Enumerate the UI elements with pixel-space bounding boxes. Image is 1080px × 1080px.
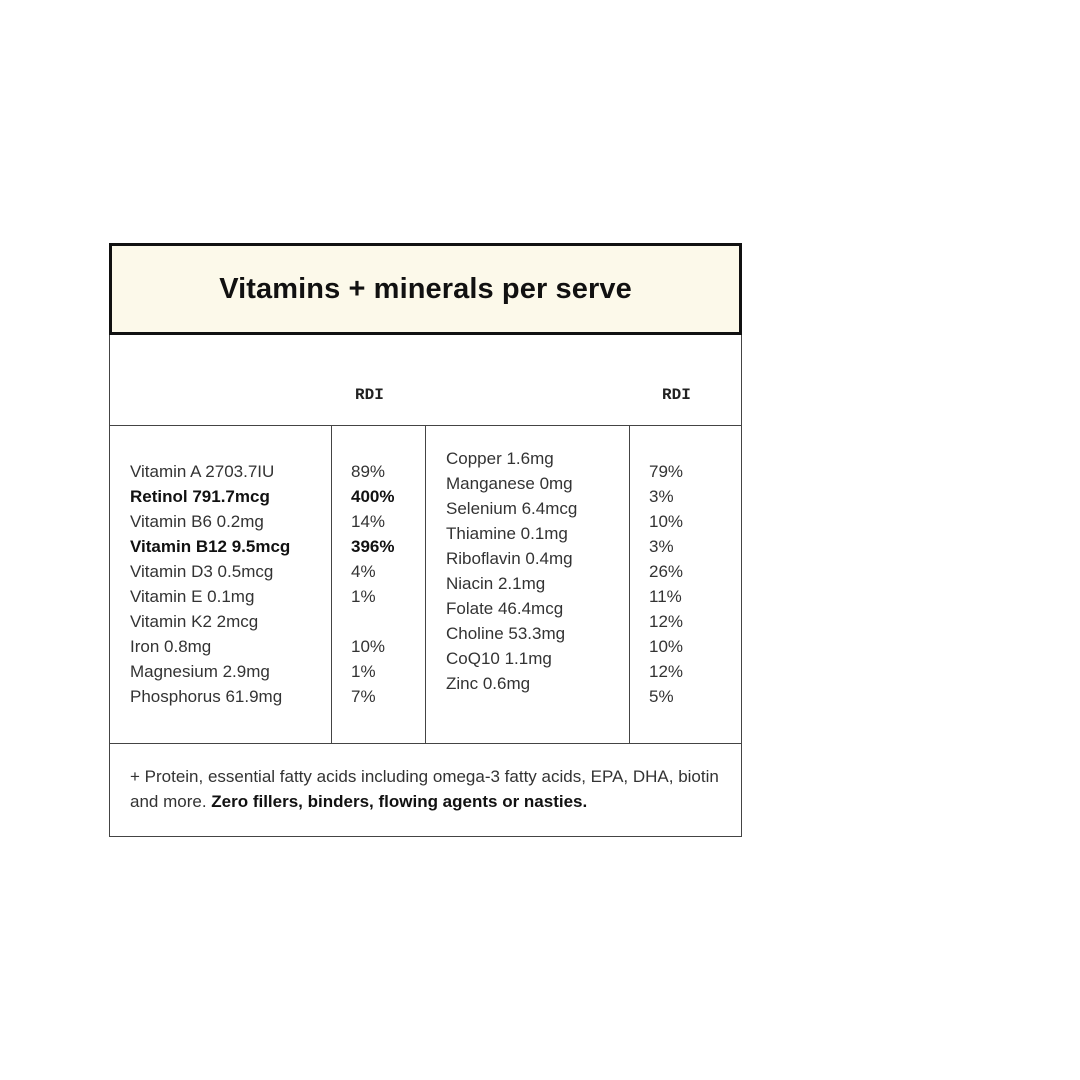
panel-title: Vitamins + minerals per serve xyxy=(219,272,632,305)
rdi-value: 400% xyxy=(351,487,395,506)
title-box xyxy=(109,243,742,335)
nutrient-item: Manganese 0mg xyxy=(446,474,573,493)
nutrition-table xyxy=(109,335,742,837)
table-header-row xyxy=(110,335,741,426)
rdi-value: 79% xyxy=(649,462,684,481)
nutrient-item: Vitamin D3 0.5mcg xyxy=(130,562,274,581)
nutrient-item: Copper 1.6mg xyxy=(446,449,554,468)
nutrient-item: Phosphorus 61.9mg xyxy=(130,687,283,706)
rdi-value: 89% xyxy=(351,462,386,481)
nutrient-item: Retinol 791.7mcg xyxy=(130,487,270,506)
nutrient-item: Thiamine 0.1mg xyxy=(446,524,568,543)
nutrient-item: Vitamin E 0.1mg xyxy=(130,587,255,606)
rdi-value: 1% xyxy=(351,662,376,681)
nutrient-item: Iron 0.8mg xyxy=(130,637,212,656)
rdi-value: 26% xyxy=(649,562,684,581)
left-rdi-list xyxy=(351,459,394,709)
nutrient-item: Folate 46.4mcg xyxy=(446,599,564,618)
right-rdi-list xyxy=(649,459,683,709)
rdi-value: 10% xyxy=(649,512,684,531)
nutrient-grid xyxy=(110,426,741,744)
rdi-value xyxy=(351,609,394,634)
nutrient-item: Vitamin K2 2mcg xyxy=(130,612,259,631)
nutrient-item: Selenium 6.4mcg xyxy=(446,499,578,518)
nutrient-item: Niacin 2.1mg xyxy=(446,574,546,593)
right-nutrient-list xyxy=(446,446,577,696)
nutrient-item: Magnesium 2.9mg xyxy=(130,662,270,681)
rdi-value: 396% xyxy=(351,537,395,556)
rdi-value: 5% xyxy=(649,687,674,706)
column-divider xyxy=(331,426,332,743)
nutrient-item: Vitamin B6 0.2mg xyxy=(130,512,264,531)
column-divider xyxy=(425,426,426,743)
nutrition-panel xyxy=(109,243,742,837)
rdi-value: 7% xyxy=(351,687,376,706)
nutrient-item: Vitamin B12 9.5mcg xyxy=(130,537,291,556)
footnote xyxy=(110,744,741,836)
rdi-value: 11% xyxy=(649,587,682,606)
column-divider xyxy=(629,426,630,743)
nutrient-item: Riboflavin 0.4mg xyxy=(446,549,573,568)
footnote-text: + Protein, essential fatty acids including omega-3 fatty acids, EPA, DHA, biotin and more. xyxy=(130,767,719,811)
rdi-value: 14% xyxy=(351,512,386,531)
nutrient-item: CoQ10 1.1mg xyxy=(446,649,552,668)
nutrient-item: Zinc 0.6mg xyxy=(446,674,531,693)
nutrient-item: Vitamin A 2703.7IU xyxy=(130,462,275,481)
rdi-value: 12% xyxy=(649,662,684,681)
left-nutrient-list xyxy=(130,459,290,709)
rdi-value: 10% xyxy=(649,637,684,656)
rdi-value: 1% xyxy=(351,587,376,606)
rdi-value: 3% xyxy=(649,537,674,556)
rdi-header-left: RDI xyxy=(355,386,384,404)
rdi-value: 10% xyxy=(351,637,386,656)
rdi-value: 12% xyxy=(649,612,684,631)
rdi-value: 3% xyxy=(649,487,674,506)
rdi-header-right: RDI xyxy=(662,386,691,404)
nutrient-item: Choline 53.3mg xyxy=(446,624,566,643)
footnote-emphasis: Zero fillers, binders, flowing agents or nasties. xyxy=(211,792,588,811)
rdi-value: 4% xyxy=(351,562,376,581)
